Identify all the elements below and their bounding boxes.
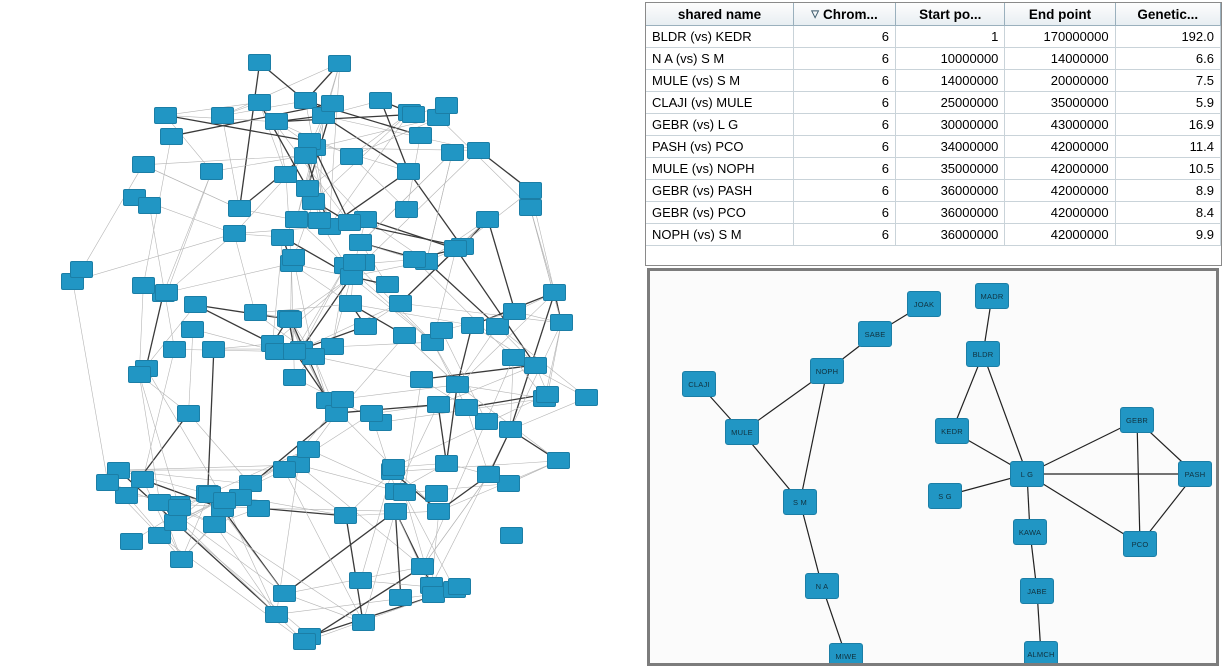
table-cell-chrom: 6: [794, 70, 896, 92]
main-network-node[interactable]: [282, 249, 305, 266]
main-network-node[interactable]: [543, 284, 566, 301]
table-cell-name: PASH (vs) PCO: [646, 136, 794, 158]
main-network-node[interactable]: [519, 182, 542, 199]
main-network-node[interactable]: [132, 156, 155, 173]
column-header-label: shared name: [677, 6, 762, 22]
table-cell-chrom: 6: [794, 136, 896, 158]
table-cell-start: 14000000: [896, 70, 1005, 92]
main-network-node[interactable]: [395, 201, 418, 218]
table-cell-start: 36000000: [896, 202, 1005, 224]
main-network-node[interactable]: [168, 499, 191, 516]
subnetwork-node[interactable]: [1123, 531, 1157, 557]
table-cell-chrom: 6: [794, 92, 896, 114]
main-network-node[interactable]: [343, 254, 366, 271]
table-row[interactable]: [646, 48, 1221, 70]
table-cell-start: 36000000: [896, 224, 1005, 246]
column-header-label: Chrom...: [823, 6, 878, 22]
table-cell-end: 170000000: [1005, 26, 1115, 48]
table-cell-name: CLAJI (vs) MULE: [646, 92, 794, 114]
main-network-node[interactable]: [550, 314, 573, 331]
main-network-node[interactable]: [155, 284, 178, 301]
table-cell-genetic: 16.9: [1115, 114, 1220, 136]
main-network-node[interactable]: [339, 295, 362, 312]
main-network-node[interactable]: [409, 127, 432, 144]
subnetwork-node[interactable]: [783, 489, 817, 515]
subnetwork-node[interactable]: [805, 573, 839, 599]
table-header: [646, 3, 1221, 26]
main-network-node[interactable]: [467, 142, 490, 159]
main-network-node[interactable]: [500, 527, 523, 544]
main-network-node[interactable]: [177, 405, 200, 422]
main-network-node[interactable]: [360, 405, 383, 422]
node-label: PASH: [1184, 469, 1206, 479]
node-label: N A: [815, 581, 829, 591]
filter-icon[interactable]: ▽: [811, 8, 819, 20]
table-cell-end: 14000000: [1005, 48, 1115, 70]
node-label: ALMCH: [1027, 649, 1055, 659]
main-network-node[interactable]: [427, 503, 450, 520]
table-cell-end: 42000000: [1005, 202, 1115, 224]
main-network-node[interactable]: [376, 276, 399, 293]
table-cell-start: 10000000: [896, 48, 1005, 70]
node-label: GEBR: [1125, 415, 1149, 425]
subnetwork-node[interactable]: [858, 321, 892, 347]
main-network-node[interactable]: [131, 471, 154, 488]
main-network-node[interactable]: [461, 317, 484, 334]
main-network-node[interactable]: [211, 107, 234, 124]
table-cell-name: NOPH (vs) S M: [646, 224, 794, 246]
main-network-node[interactable]: [435, 97, 458, 114]
main-network-node[interactable]: [403, 251, 426, 268]
table-cell-start: 35000000: [896, 158, 1005, 180]
subnetwork-node[interactable]: [829, 643, 863, 666]
subnetwork-view[interactable]: [647, 268, 1219, 666]
main-network-node[interactable]: [285, 211, 308, 228]
node-label: L G: [1020, 469, 1034, 479]
table-header-row: [646, 3, 1221, 26]
main-network-node[interactable]: [427, 396, 450, 413]
subnetwork-node[interactable]: [1024, 641, 1058, 666]
table-row[interactable]: [646, 70, 1221, 92]
main-network-node[interactable]: [70, 261, 93, 278]
table-cell-genetic: 192.0: [1115, 26, 1220, 48]
main-network-node[interactable]: [547, 452, 570, 469]
main-network-node[interactable]: [279, 311, 302, 328]
subnetwork-node[interactable]: [1013, 519, 1047, 545]
main-network-node[interactable]: [430, 322, 453, 339]
table-cell-chrom: 6: [794, 180, 896, 202]
column-header-label: Genetic...: [1137, 6, 1199, 22]
main-network-node[interactable]: [328, 55, 351, 72]
table-cell-genetic: 5.9: [1115, 92, 1220, 114]
main-network-node[interactable]: [499, 421, 522, 438]
main-network-node[interactable]: [448, 578, 471, 595]
main-network-node[interactable]: [138, 197, 161, 214]
main-network-node[interactable]: [273, 585, 296, 602]
node-label: NOPH: [815, 366, 839, 376]
main-network-node[interactable]: [389, 589, 412, 606]
main-network-node[interactable]: [244, 304, 267, 321]
table-cell-start: 1: [896, 26, 1005, 48]
table-cell-chrom: 6: [794, 114, 896, 136]
main-network-node[interactable]: [283, 343, 306, 360]
node-label: KEDR: [941, 426, 963, 436]
table-cell-chrom: 6: [794, 26, 896, 48]
main-network-node[interactable]: [503, 303, 526, 320]
main-network-node[interactable]: [297, 441, 320, 458]
main-network-node[interactable]: [519, 199, 542, 216]
column-header-genetic[interactable]: [1115, 3, 1220, 26]
table-cell-name: GEBR (vs) PASH: [646, 180, 794, 202]
subnetwork-node[interactable]: [725, 419, 759, 445]
node-label: SABE: [864, 329, 886, 339]
node-label: PCO: [1131, 539, 1149, 549]
column-header-end-point[interactable]: [1005, 3, 1115, 26]
subnetwork-node[interactable]: [907, 291, 941, 317]
table-cell-genetic: 11.4: [1115, 136, 1220, 158]
main-network-node[interactable]: [349, 234, 372, 251]
main-network-node[interactable]: [248, 94, 271, 111]
main-network-node[interactable]: [164, 514, 187, 531]
main-network-node[interactable]: [296, 180, 319, 197]
subnetwork-node[interactable]: [682, 371, 716, 397]
node-label: KAWA: [1018, 527, 1042, 537]
subnetwork-node[interactable]: [935, 418, 969, 444]
table-cell-chrom: 6: [794, 158, 896, 180]
main-network-node[interactable]: [181, 321, 204, 338]
main-network-node[interactable]: [425, 485, 448, 502]
column-header-start-point[interactable]: [896, 3, 1005, 26]
main-network-node[interactable]: [502, 349, 525, 366]
subnetwork-node[interactable]: [928, 483, 962, 509]
main-network-node[interactable]: [486, 318, 509, 335]
main-network-node[interactable]: [338, 214, 361, 231]
main-network-node[interactable]: [283, 369, 306, 386]
column-header-shared-name[interactable]: [646, 3, 794, 26]
node-label: MADR: [980, 291, 1004, 301]
main-network-node[interactable]: [382, 459, 405, 476]
table-cell-chrom: 6: [794, 48, 896, 70]
table-cell-name: N A (vs) S M: [646, 48, 794, 70]
table-cell-end: 20000000: [1005, 70, 1115, 92]
main-network-node[interactable]: [223, 225, 246, 242]
table-cell-genetic: 10.5: [1115, 158, 1220, 180]
table-cell-genetic: 9.9: [1115, 224, 1220, 246]
main-network-node[interactable]: [477, 466, 500, 483]
table-cell-chrom: 6: [794, 224, 896, 246]
main-network-node[interactable]: [120, 533, 143, 550]
main-network-node[interactable]: [248, 54, 271, 71]
main-network-node[interactable]: [476, 211, 499, 228]
main-network-node[interactable]: [170, 551, 193, 568]
table-cell-end: 42000000: [1005, 158, 1115, 180]
table-cell-start: 25000000: [896, 92, 1005, 114]
subnetwork-node[interactable]: [1178, 461, 1212, 487]
main-network-node[interactable]: [475, 413, 498, 430]
table-cell-genetic: 8.9: [1115, 180, 1220, 202]
column-header-chromosome[interactable]: [794, 3, 896, 26]
edge-table: [646, 3, 1221, 246]
main-network-node[interactable]: [411, 558, 434, 575]
main-network-node[interactable]: [393, 484, 416, 501]
subnetwork-node[interactable]: [810, 358, 844, 384]
table-cell-end: 35000000: [1005, 92, 1115, 114]
table-row[interactable]: [646, 26, 1221, 48]
main-network-node[interactable]: [393, 327, 416, 344]
main-network-node[interactable]: [369, 92, 392, 109]
right-column: [645, 0, 1222, 669]
main-network-node[interactable]: [213, 492, 236, 509]
table-cell-end: 43000000: [1005, 114, 1115, 136]
table-cell-chrom: 6: [794, 202, 896, 224]
main-network-node[interactable]: [444, 240, 467, 257]
main-network-node[interactable]: [446, 376, 469, 393]
table-body: [646, 26, 1221, 246]
main-network-node[interactable]: [160, 128, 183, 145]
subnetwork-node[interactable]: [1010, 461, 1044, 487]
main-network-node[interactable]: [410, 371, 433, 388]
main-network-node[interactable]: [334, 507, 357, 524]
node-label: MIWE: [835, 651, 857, 661]
main-network-node[interactable]: [203, 516, 226, 533]
column-header-label: Start po...: [919, 6, 982, 22]
table-cell-start: 30000000: [896, 114, 1005, 136]
main-network-node[interactable]: [273, 461, 296, 478]
main-network-node[interactable]: [228, 200, 251, 217]
main-network-node[interactable]: [354, 318, 377, 335]
table-cell-end: 42000000: [1005, 180, 1115, 202]
table-row[interactable]: [646, 224, 1221, 246]
table-cell-start: 36000000: [896, 180, 1005, 202]
table-cell-genetic: 8.4: [1115, 202, 1220, 224]
main-network-node[interactable]: [96, 474, 119, 491]
main-network-node[interactable]: [308, 212, 331, 229]
main-network-node[interactable]: [397, 163, 420, 180]
table-cell-name: GEBR (vs) L G: [646, 114, 794, 136]
table-cell-name: GEBR (vs) PCO: [646, 202, 794, 224]
main-network-node[interactable]: [575, 389, 598, 406]
main-network-node[interactable]: [265, 606, 288, 623]
main-network-node[interactable]: [384, 503, 407, 520]
main-network-node[interactable]: [202, 341, 225, 358]
main-network-node[interactable]: [132, 277, 155, 294]
column-header-label: End point: [1028, 6, 1092, 22]
subnetwork-node[interactable]: [975, 283, 1009, 309]
table-row[interactable]: [646, 136, 1221, 158]
subnetwork-node[interactable]: [1120, 407, 1154, 433]
node-label: BLDR: [972, 349, 994, 359]
node-label: S M: [793, 497, 807, 507]
main-network-node[interactable]: [184, 296, 207, 313]
table-cell-end: 42000000: [1005, 136, 1115, 158]
table-cell-name: MULE (vs) NOPH: [646, 158, 794, 180]
edge-table-panel[interactable]: [645, 2, 1222, 266]
table-row[interactable]: [646, 180, 1221, 202]
table-row[interactable]: [646, 158, 1221, 180]
main-network-node[interactable]: [524, 357, 547, 374]
main-network-node[interactable]: [402, 106, 425, 123]
main-network-node[interactable]: [154, 107, 177, 124]
main-network-node[interactable]: [352, 614, 375, 631]
main-network-node[interactable]: [349, 572, 372, 589]
subnetwork-edges: [650, 271, 1216, 663]
table-cell-name: MULE (vs) S M: [646, 70, 794, 92]
node-label: CLAJI: [688, 379, 710, 389]
main-network-node[interactable]: [340, 148, 363, 165]
main-network-node[interactable]: [422, 586, 445, 603]
main-network-node[interactable]: [536, 386, 559, 403]
main-network-node[interactable]: [200, 163, 223, 180]
main-network-node[interactable]: [389, 295, 412, 312]
subnetwork-node[interactable]: [1020, 578, 1054, 604]
subnetwork-node[interactable]: [966, 341, 1000, 367]
main-network-node[interactable]: [294, 147, 317, 164]
node-label: MULE: [731, 427, 753, 437]
node-label: JABE: [1027, 586, 1047, 596]
main-network-node[interactable]: [331, 391, 354, 408]
main-network-node[interactable]: [321, 95, 344, 112]
table-cell-name: BLDR (vs) KEDR: [646, 26, 794, 48]
main-network-node[interactable]: [271, 229, 294, 246]
main-network-node[interactable]: [128, 366, 151, 383]
table-cell-genetic: 6.6: [1115, 48, 1220, 70]
table-row[interactable]: [646, 202, 1221, 224]
node-label: JOAK: [913, 299, 935, 309]
main-network-node[interactable]: [293, 633, 316, 650]
table-row[interactable]: [646, 92, 1221, 114]
table-cell-end: 42000000: [1005, 224, 1115, 246]
main-network-node[interactable]: [265, 113, 288, 130]
main-network-node[interactable]: [163, 341, 186, 358]
table-cell-start: 34000000: [896, 136, 1005, 158]
table-cell-genetic: 7.5: [1115, 70, 1220, 92]
main-network-node[interactable]: [435, 455, 458, 472]
main-network-node[interactable]: [497, 475, 520, 492]
main-network-node[interactable]: [274, 166, 297, 183]
main-network-node[interactable]: [441, 144, 464, 161]
main-network-node[interactable]: [455, 399, 478, 416]
node-label: S G: [938, 491, 952, 501]
table-row[interactable]: [646, 114, 1221, 136]
